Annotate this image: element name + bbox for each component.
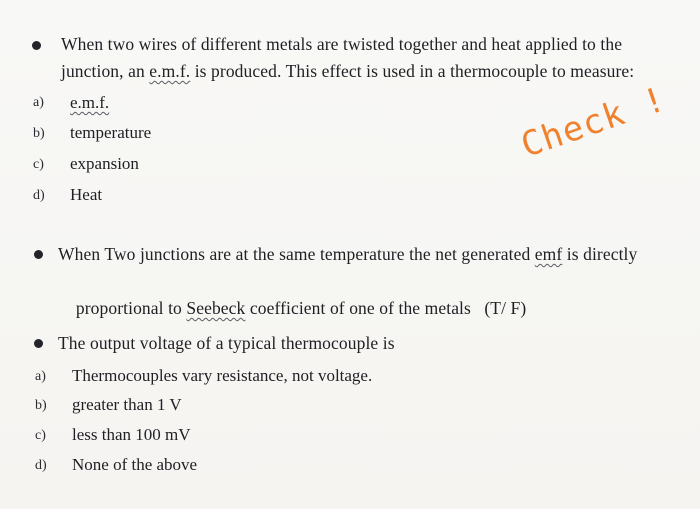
- q2-line2-after: coefficient of one of the metals (T/ F): [245, 298, 527, 318]
- q3-option-b-letter: b): [35, 398, 47, 413]
- q3-line1: [58, 330, 395, 357]
- q2-line1-after: is directly: [562, 244, 638, 264]
- q3-option-c-letter: c): [35, 428, 46, 443]
- q1-emf-term: e.m.f.: [149, 61, 191, 81]
- q1-line2-before: junction, an: [61, 61, 150, 81]
- bullet-q1: [32, 41, 41, 50]
- q3-option-d-letter: d): [35, 458, 47, 473]
- check-stamp: Check !: [516, 79, 672, 166]
- q3-option-c-text: less than 100 mV: [72, 425, 191, 444]
- q2-line1-before: When Two junctions are at the same temperature the net generated: [58, 244, 535, 264]
- q2-line2-before: proportional to: [75, 298, 187, 318]
- q3-option-a-text: Thermocouples vary resistance, not voltage.: [72, 366, 373, 385]
- q3-line1-text: The output voltage of a typical thermocouple is: [58, 333, 395, 353]
- q3-option-a-letter: a): [35, 369, 46, 384]
- q1-option-b-letter: b): [33, 126, 45, 141]
- q1-option-a-letter: a): [33, 95, 44, 110]
- q1-line2-after: is produced. This effect is used in a thermocouple to measure:: [190, 61, 635, 81]
- q1-option-c-text: expansion: [70, 154, 139, 173]
- q1-line1: [61, 31, 622, 58]
- q3-option-d-text: None of the above: [72, 455, 198, 474]
- bullet-q2: [34, 250, 43, 259]
- q1-option-a-text: e.m.f.: [70, 93, 110, 112]
- q2-line1: [58, 241, 637, 268]
- q1-line2: [61, 58, 634, 85]
- q1-option-b-text: temperature: [70, 123, 152, 142]
- q2-seebeck-term: Seebeck: [186, 298, 246, 318]
- q3-option-b-text: greater than 1 V: [72, 395, 182, 414]
- q1-option-d-letter: d): [33, 188, 45, 203]
- q1-line1-text: When two wires of different metals are twisted together and heat applied to the: [61, 34, 623, 54]
- q1-option-c-letter: c): [33, 157, 44, 172]
- q1-option-d-text: Heat: [70, 185, 103, 204]
- q2-emf-term: emf: [534, 244, 563, 264]
- bullet-q3: [34, 339, 43, 348]
